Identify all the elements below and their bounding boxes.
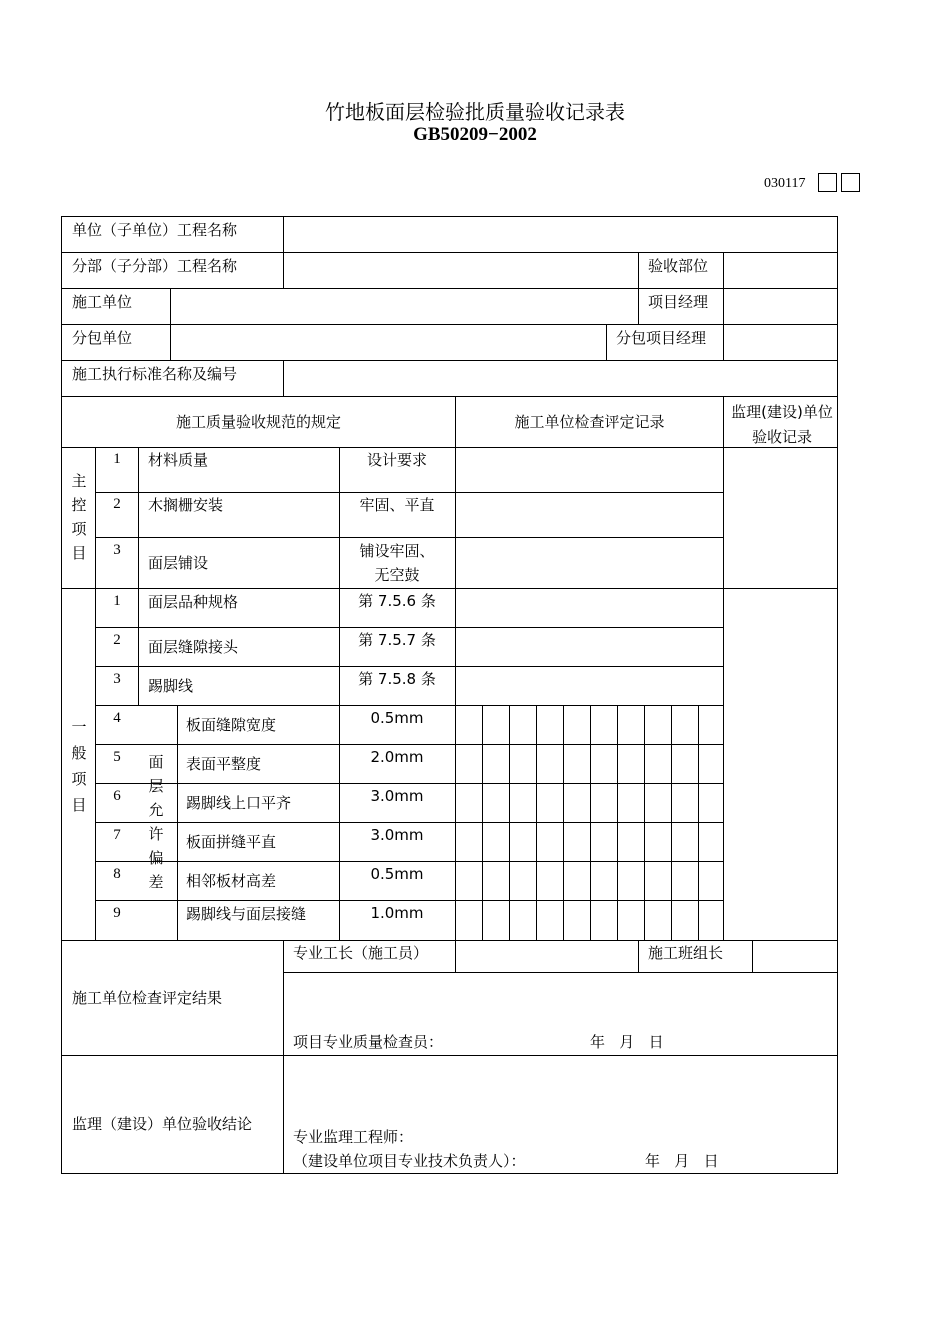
grid-line [61,360,838,361]
deviation-tolerance: 3.0mm [370,787,424,805]
grid-line [61,1173,838,1174]
general-items-label: 一般项目 [71,718,87,814]
grid-line [752,940,753,973]
deviation-name: 踢脚线与面层接缝 [186,905,307,923]
grid-line [509,705,510,941]
grid-line [617,705,618,941]
grid-line [283,252,284,289]
grid-line [283,940,284,1056]
grid-line [723,324,724,361]
supervision-header: 监理(建设)单位验收记录 [731,403,833,446]
foreman-label: 专业工长（施工员） [293,944,429,962]
unit-project-label: 单位（子单位）工程名称 [72,221,238,239]
general-item-req: 第 7.5.6 条 [358,592,436,610]
construction-unit-label: 施工单位 [72,293,133,311]
form-code: 030117 [764,176,806,191]
deviation-no: 6 [113,788,121,804]
main-item-no: 3 [113,542,121,558]
main-item-req: 设计要求 [366,451,427,469]
result-date: 年 月 日 [590,1033,664,1051]
deviation-no: 5 [113,749,121,765]
grid-line [170,324,171,361]
team-leader-label: 施工班组长 [648,944,724,962]
grid-line [638,252,639,289]
standard-code: GB50209−2002 [413,124,537,145]
general-item-req: 第 7.5.7 条 [358,631,436,649]
grid-line [482,705,483,941]
subcontract-manager-label: 分包项目经理 [616,329,707,347]
grid-line [698,705,699,941]
deviation-no: 9 [113,905,121,921]
inspector-label: 项目专业质量检查员： [293,1033,444,1051]
grid-line [95,537,724,538]
grid-line [671,705,672,941]
main-item-no: 2 [113,496,121,512]
grid-line [455,447,456,941]
main-item-no: 1 [113,451,121,467]
grid-line [563,705,564,941]
grid-line [638,288,639,325]
grid-line [61,940,838,941]
general-item-no: 3 [113,671,121,687]
deviation-name: 表面平整度 [186,755,262,773]
check-record-header: 施工单位检查评定记录 [514,413,665,431]
owner-label: （建设单位项目专业技术负责人）： [293,1152,526,1170]
form-code-box-2[interactable] [841,173,860,192]
grid-line [61,396,838,397]
main-item-name: 材料质量 [148,451,209,469]
deviation-tolerance: 2.0mm [370,748,424,766]
general-item-no: 2 [113,632,121,648]
deviation-name: 相邻板材高差 [186,872,277,890]
general-item-name: 踢脚线 [148,677,194,695]
general-item-name: 面层品种规格 [148,593,239,611]
grid-line [61,324,838,325]
grid-line [61,216,838,217]
accept-part-label: 验收部位 [648,257,709,275]
main-item-req: 铺设牢固、无空鼓 [359,542,435,584]
grid-line [283,1055,284,1174]
grid-line [61,1055,838,1056]
grid-line [138,447,139,706]
engineer-label: 专业监理工程师： [293,1128,414,1146]
conclusion-label: 监理（建设）单位验收结论 [72,1115,253,1133]
deviation-name: 板面拼缝平直 [186,833,277,851]
main-items-label: 主控项目 [71,472,87,562]
deviation-tolerance: 3.0mm [370,826,424,844]
general-item-no: 1 [113,593,121,609]
grid-line [455,940,456,973]
page-title: 竹地板面层检验批质量验收记录表 [325,100,625,124]
grid-line [723,252,724,289]
grid-line [638,940,639,973]
project-manager-label: 项目经理 [648,293,709,311]
grid-line [606,324,607,361]
deviation-name: 板面缝隙宽度 [186,716,277,734]
main-item-req: 牢固、平直 [359,496,435,514]
deviation-no: 8 [113,866,121,882]
sub-project-label: 分部（子分部）工程名称 [72,257,238,275]
form-code-box-1[interactable] [818,173,837,192]
grid-line [283,972,838,973]
grid-line [61,288,838,289]
grid-line [61,252,838,253]
deviation-tolerance: 1.0mm [370,904,424,922]
deviation-no: 4 [113,710,121,726]
grid-line [723,447,724,941]
spec-header: 施工质量验收规范的规定 [175,413,341,431]
general-item-name: 面层缝隙接头 [148,638,239,656]
general-item-req: 第 7.5.8 条 [358,670,436,688]
deviation-name: 踢脚线上口平齐 [186,794,292,812]
main-item-name: 面层铺设 [148,554,209,572]
deviation-no: 7 [113,827,121,843]
grid-line [283,216,284,253]
deviation-tolerance: 0.5mm [370,709,424,727]
grid-line [177,705,178,941]
deviation-label: 面层允许偏差 [148,753,164,891]
conclusion-date: 年 月 日 [645,1152,719,1170]
standard-name-label: 施工执行标准名称及编号 [72,365,238,383]
grid-line [644,705,645,941]
grid-line [590,705,591,941]
main-item-name: 木搁栅安装 [148,496,224,514]
grid-line [170,288,171,325]
grid-line [283,360,284,397]
subcontract-unit-label: 分包单位 [72,329,133,347]
grid-line [723,288,724,325]
result-label: 施工单位检查评定结果 [72,989,223,1007]
deviation-tolerance: 0.5mm [370,865,424,883]
grid-line [536,705,537,941]
